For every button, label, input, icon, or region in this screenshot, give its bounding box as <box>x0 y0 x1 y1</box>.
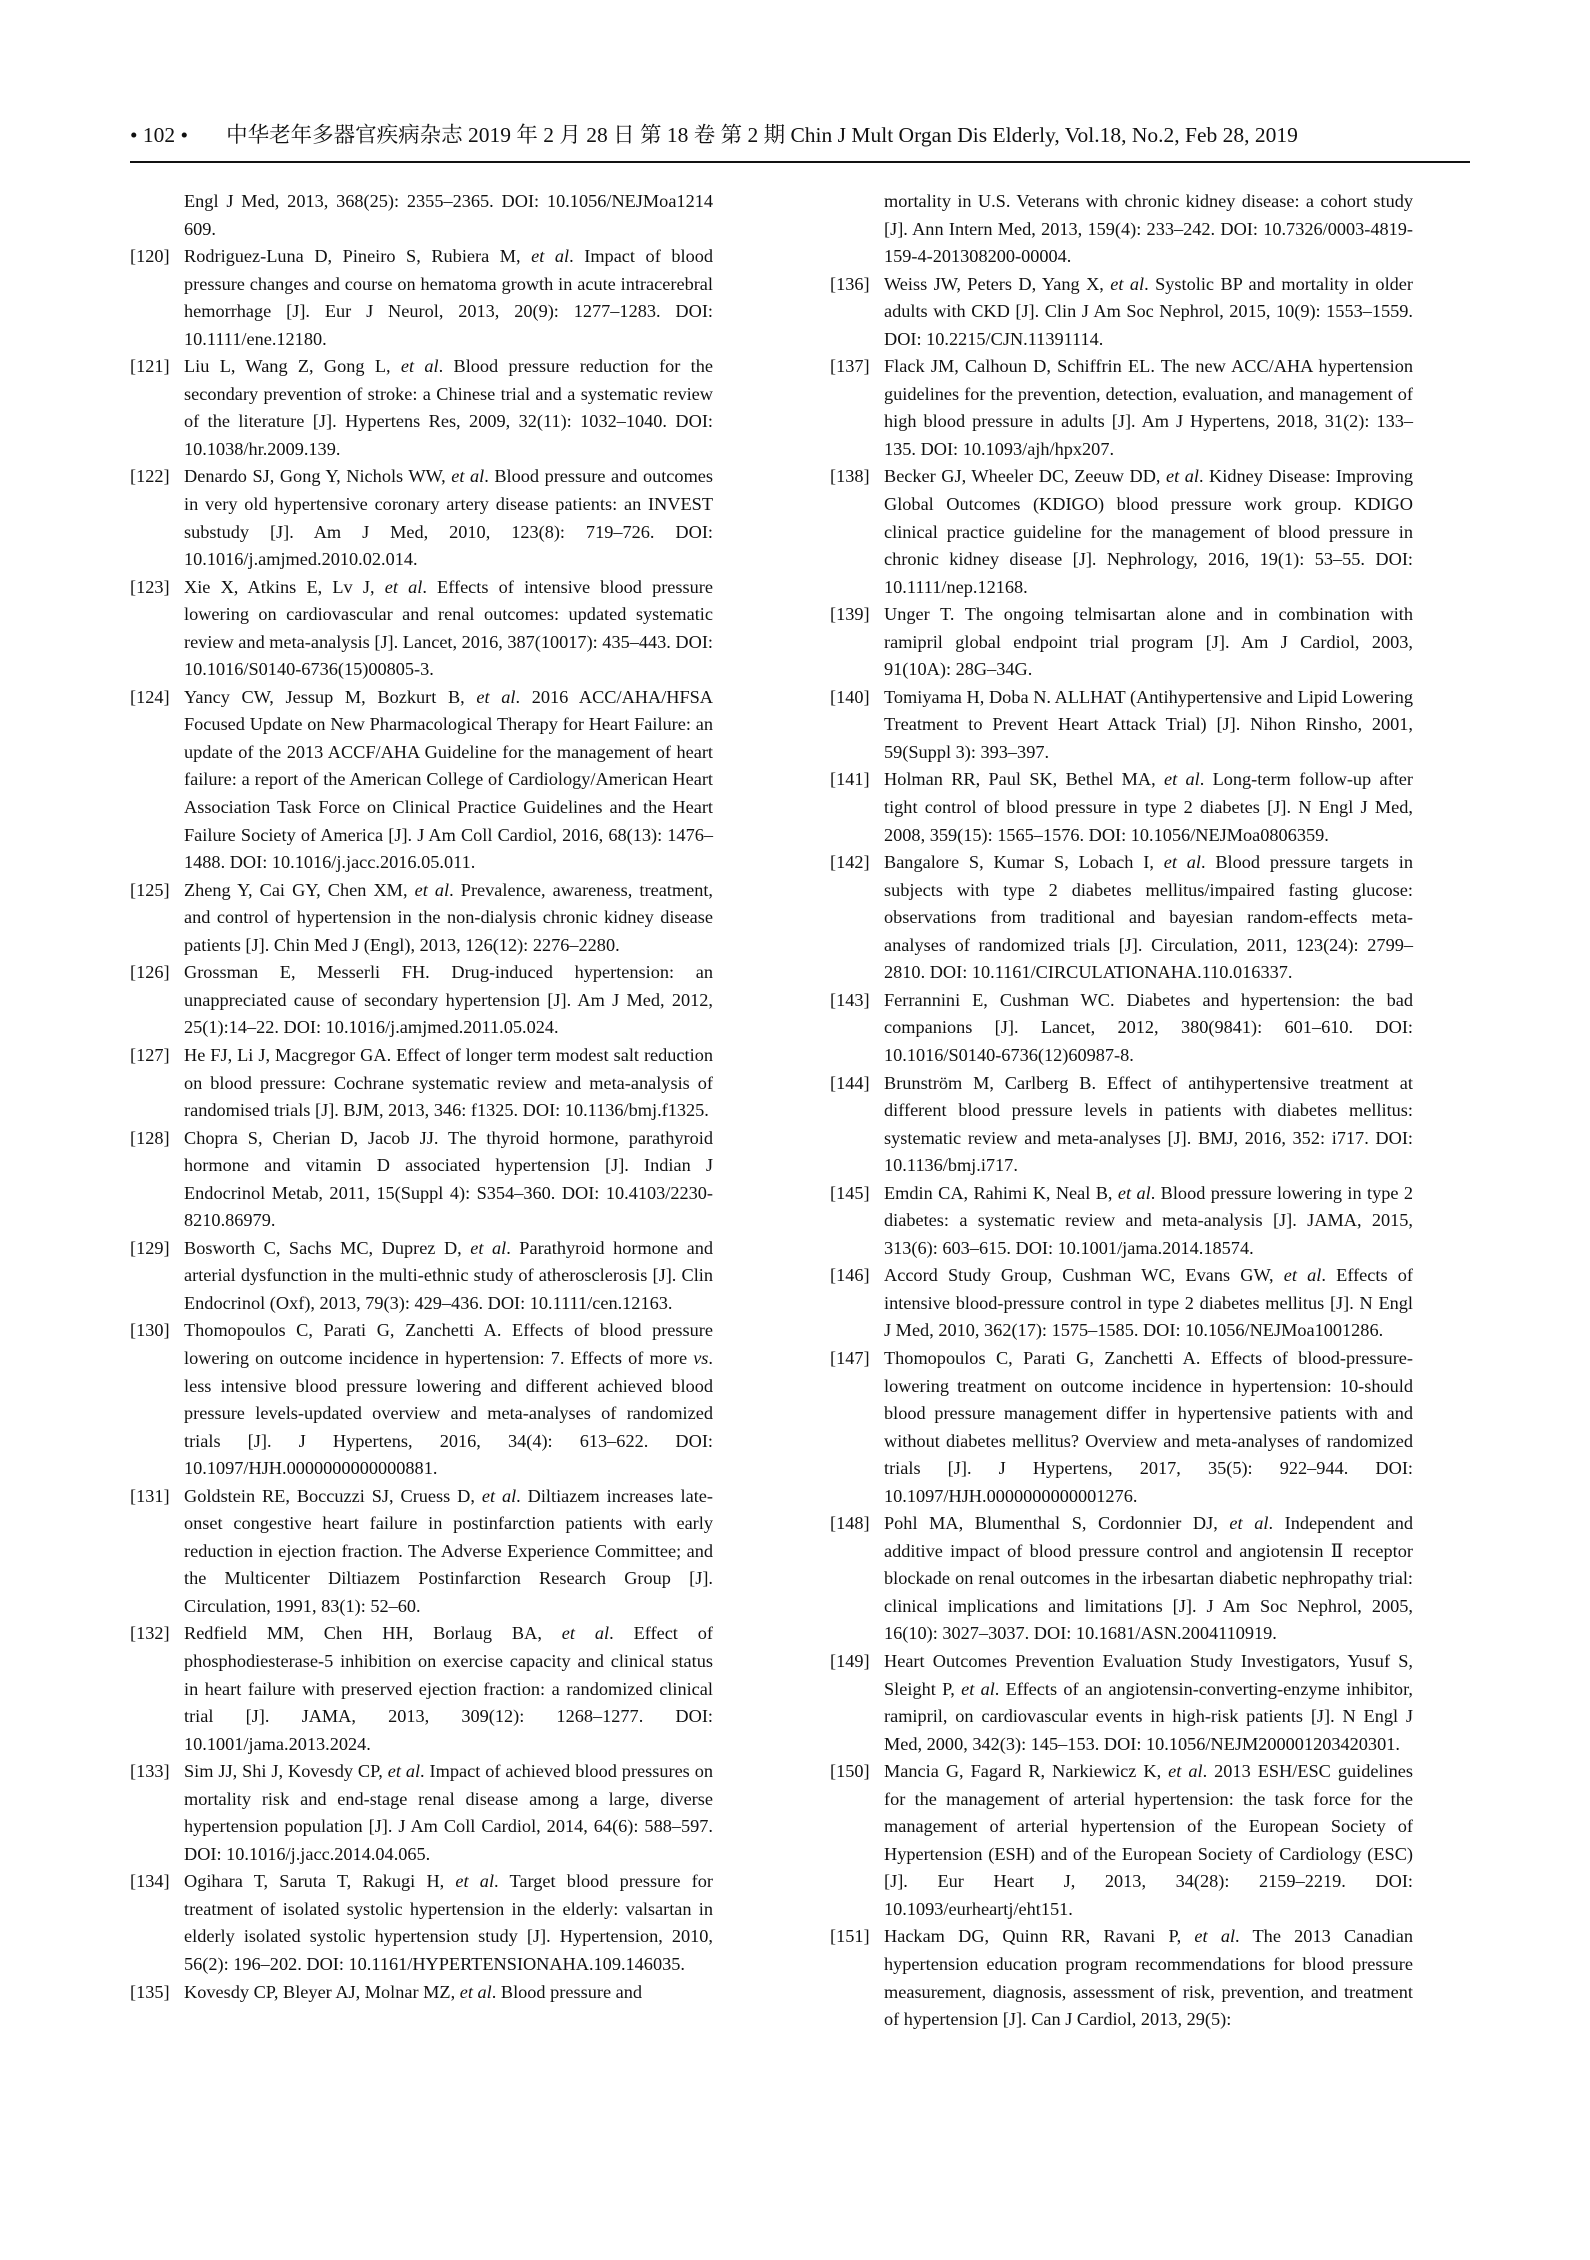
reference-text-main: Bangalore S, Kumar S, Lobach I, <box>884 852 1164 873</box>
reference-text <box>884 188 1413 271</box>
reference-entry <box>130 1758 713 1868</box>
reference-text <box>884 1510 1413 1648</box>
reference-number: [131] <box>130 1485 170 1506</box>
reference-entry <box>830 1923 1413 2033</box>
reference-etal: et al <box>1168 1761 1203 1782</box>
reference-etal: et al <box>470 1237 507 1258</box>
reference-number: [135] <box>130 1981 170 2002</box>
reference-continuation <box>830 188 1413 271</box>
reference-entry <box>830 1070 1413 1180</box>
reference-etal: et al <box>961 1678 995 1699</box>
reference-entry <box>130 684 713 877</box>
reference-text <box>884 1923 1413 2033</box>
reference-text-main: Tomiyama H, Doba N. ALLHAT (Antihypertensive and Lipid Lowering Treatment to Prevent Heart Attack Trial) [J]. Nihon Rinsho, 2001, 59(Suppl 3): 393–397. <box>884 686 1413 762</box>
reference-text <box>884 684 1413 767</box>
reference-text-main: Grossman E, Messerli FH. Drug-induced hypertension: an unappreciated cause of secondary hypertension [J]. Am J Med, 2012, 25(1):14–22. DOI: 10.1016/j.amjmed.2011.05.024. <box>184 962 713 1038</box>
reference-etal: et al <box>1110 273 1145 294</box>
reference-text-rest: . Blood pressure and outcomes in very old hypertensive coronary artery disease patients: an INVEST substudy [J]. Am J Med, 2010, 123(8): 719–726. DOI: 10.1016/j.amjmed.2010.02.014. <box>184 466 714 570</box>
reference-text-rest: . Systolic BP and mortality in older adults with CKD [J]. Clin J Am Soc Nephrol, 2015, 10(9): 1553–1559. DOI: 10.2215/CJN.11391114. <box>884 273 1413 349</box>
reference-number: [145] <box>830 1182 870 1203</box>
reference-entry <box>130 1125 713 1235</box>
reference-entry <box>130 877 713 960</box>
reference-text-main: Thomopoulos C, Parati G, Zanchetti A. Effects of blood pressure lowering on outcome incidence in hypertension: 7. Effects of more <box>184 1320 713 1368</box>
reference-text <box>884 353 1413 463</box>
reference-text <box>184 1125 713 1235</box>
reference-etal: et al <box>459 1981 492 2002</box>
reference-text <box>884 463 1413 601</box>
reference-number: [143] <box>830 989 870 1010</box>
reference-entry <box>830 1180 1413 1263</box>
reference-entry <box>830 463 1413 601</box>
reference-text-rest: . Independent and additive impact of blood pressure control and angiotensin Ⅱ receptor blockade on renal outcomes in the irbesartan diabetic nephropathy trial: clinical implications and limitations [J]. J Am Soc Nephrol, 2005, 16(10): 3027–3037. DOI: 10.1681/ASN.2004110919. <box>884 1513 1413 1644</box>
running-header <box>130 118 1470 152</box>
reference-text-main: Chopra S, Cherian D, Jacob JJ. The thyroid hormone, parathyroid hormone and vitamin D associated hypertension [J]. Indian J Endocrinol Metab, 2011, 15(Suppl 4): S354–360. DOI: 10.4103/2230-8210.86979. <box>184 1127 713 1231</box>
reference-text <box>884 1262 1413 1345</box>
reference-text-main: Redfield MM, Chen HH, Borlaug BA, <box>184 1623 562 1644</box>
reference-text <box>184 1235 713 1318</box>
reference-number: [122] <box>130 466 170 487</box>
reference-etal: et al <box>1163 769 1200 790</box>
reference-etal: et al <box>455 1871 495 1892</box>
reference-number: [132] <box>130 1623 170 1644</box>
reference-entry <box>830 1510 1413 1648</box>
reference-text-rest: . less intensive blood pressure lowering and different achieved blood pressure levels-updated overview and meta-analyses of randomized trials [J]. J Hypertens, 2016, 34(4): 613–622. DOI: 10.1097/HJH.0000000000000881. <box>184 1347 713 1479</box>
reference-etal: et al <box>414 879 450 900</box>
reference-etal: et al <box>1163 852 1201 873</box>
reference-text <box>184 959 713 1042</box>
reference-entry <box>130 574 713 684</box>
reference-entry <box>830 1758 1413 1923</box>
reference-text-rest: . Effect of phosphodiesterase-5 inhibition on exercise capacity and clinical status in heart failure with preserved ejection fraction: a randomized clinical trial [J]. JAMA, 2013, 309(12): 1268–1277. DOI: 10.1001/jama.2013.2024. <box>184 1623 714 1754</box>
reference-number: [148] <box>830 1513 870 1534</box>
reference-text <box>884 1070 1413 1180</box>
reference-entry <box>130 353 713 463</box>
reference-number: [139] <box>830 604 870 625</box>
reference-number: [127] <box>130 1044 170 1065</box>
reference-text-main: Pohl MA, Blumenthal S, Cordonnier DJ, <box>884 1513 1230 1534</box>
reference-entry <box>830 849 1413 987</box>
reference-number: [138] <box>830 466 870 487</box>
reference-entry <box>130 243 713 353</box>
reference-continuation <box>130 188 713 243</box>
reference-text-main: Zheng Y, Cai GY, Chen XM, <box>184 879 415 900</box>
reference-text <box>884 1758 1413 1923</box>
reference-number: [126] <box>130 962 170 983</box>
reference-number: [141] <box>830 769 870 790</box>
reference-text-main: Brunström M, Carlberg B. Effect of antihypertensive treatment at different blood pressure levels in patients with diabetes mellitus: systematic review and meta-analyses [J]. BMJ, 2016, 352: i717. DOI: 10.1136/bmj.i717. <box>884 1072 1413 1176</box>
reference-text-main: Accord Study Group, Cushman WC, Evans GW, <box>884 1265 1284 1286</box>
reference-entry <box>130 959 713 1042</box>
reference-entry <box>130 1979 713 2007</box>
reference-column-right <box>830 188 1413 2034</box>
reference-number: [149] <box>830 1650 870 1671</box>
reference-entry <box>830 684 1413 767</box>
reference-text-rest: . Impact of achieved blood pressures on mortality risk and end-stage renal disease among a large, diverse hypertension population [J]. J Am Coll Cardiol, 2014, 64(6): 588–597. DOI: 10.1016/j.jacc.2014.04.065. <box>184 1761 713 1864</box>
reference-text-main: Ogihara T, Saruta T, Rakugi H, <box>184 1871 456 1892</box>
reference-text <box>184 243 713 353</box>
reference-text-rest: . The 2013 Canadian hypertension education program recommendations for blood pressure measurement, diagnosis, assessment of risk, prevention, and treatment of hypertension [J]. Can J Cardiol, 2013, 29(5): <box>884 1926 1413 2030</box>
reference-number: [130] <box>130 1320 170 1341</box>
reference-number: [146] <box>830 1265 870 1286</box>
reference-entry <box>830 271 1413 354</box>
reference-text-main: Liu L, Wang Z, Gong L, <box>184 356 401 377</box>
reference-etal: et al <box>481 1485 517 1506</box>
reference-text-rest: . 2016 ACC/AHA/HFSA Focused Update on New Pharmacological Therapy for Heart Failure: an update of the 2013 ACCF/AHA Guideline for the management of heart failure: a report of the American College of Cardiology/American Heart Association Task Force on Clinical Practice Guidelines and the Heart Failure Society of America [J]. J Am Coll Cardiol, 2016, 68(13): 1476–1488. DOI: 10.1016/j.jacc.2016.05.011. <box>184 686 713 873</box>
reference-text-main: Thomopoulos C, Parati G, Zanchetti A. Effects of blood-pressure-lowering treatment on outcome incidence in hypertension: 10-should blood pressure management differ in hypertensive patients with and without diabetes mellitus? Overview and meta-analyses of randomized trials [J]. J Hypertens, 2017, 35(5): 922–944. DOI: 10.1097/HJH.0000000000001276. <box>884 1347 1413 1506</box>
reference-text <box>184 188 713 243</box>
reference-text-rest: . Blood pressure targets in subjects with type 2 diabetes mellitus/impaired fasting glucose: observations from traditional and bayesian random-effects meta-analyses of randomized trials [J]. Circulation, 2011, 123(24): 2799–2810. DOI: 10.1161/CIRCULATIONAHA.110.016337. <box>884 852 1413 983</box>
reference-text-rest: . Diltiazem increases late-onset congestive heart failure in postinfarction patients with early reduction in ejection fraction. The Adverse Experience Committee; and the Multicenter Diltiazem Postinfarction Research Group [J]. Circulation, 1991, 83(1): 52–60. <box>184 1485 713 1616</box>
reference-text-rest: . Blood pressure lowering in type 2 diabetes: a systematic review and meta-analysis [J]. JAMA, 2015, 313(6): 603–615. DOI: 10.1001/jama.2014.18574. <box>884 1182 1414 1258</box>
reference-text-rest: . Impact of blood pressure changes and course on hematoma growth in acute intracerebral hemorrhage [J]. Eur J Neurol, 2013, 20(9): 1277–1283. DOI: 10.1111/ene.12180. <box>184 246 713 349</box>
reference-text-main: Emdin CA, Rahimi K, Neal B, <box>884 1182 1118 1203</box>
reference-number: [128] <box>130 1127 170 1148</box>
reference-text-rest: . Prevalence, awareness, treatment, and control of hypertension in the non-dialysis chronic kidney disease patients [J]. Chin Med J (Engl), 2013, 126(12): 2276–2280. <box>184 879 714 955</box>
reference-text <box>884 1180 1413 1263</box>
header-rule <box>130 161 1470 163</box>
reference-etal: et al <box>1166 466 1199 487</box>
reference-text <box>184 1042 713 1125</box>
reference-number: [137] <box>830 356 870 377</box>
reference-number: [123] <box>130 576 170 597</box>
reference-text-main: Hackam DG, Quinn RR, Ravani P, <box>884 1926 1195 1947</box>
reference-etal: et al <box>384 576 423 597</box>
reference-text <box>884 849 1413 987</box>
reference-text-main: Ferrannini E, Cushman WC. Diabetes and hypertension: the bad companions [J]. Lancet, 2012, 380(9841): 601–610. DOI: 10.1016/S0140-6736(12)60987-8. <box>884 989 1413 1065</box>
reference-text-rest: . Target blood pressure for treatment of isolated systolic hypertension in the elderly: valsartan in elderly isolated systolic hypertension study [J]. Hypertension, 2010, 56(2): 196–202. DOI: 10.1161/HYPERTENSIONAHA.109.146035. <box>184 1871 714 1974</box>
reference-etal: et al <box>1229 1513 1269 1534</box>
reference-text-main: Becker GJ, Wheeler DC, Zeeuw DD, <box>884 466 1167 487</box>
reference-entry <box>130 1042 713 1125</box>
reference-text <box>884 1648 1413 1758</box>
reference-text <box>884 766 1413 849</box>
reference-entry <box>830 766 1413 849</box>
reference-text-main: Mancia G, Fagard R, Narkiewicz K, <box>884 1761 1169 1782</box>
reference-text <box>184 1317 713 1482</box>
reference-etal: et al <box>387 1761 421 1782</box>
reference-text-main: He FJ, Li J, Macgregor GA. Effect of longer term modest salt reduction on blood pressure: Cochrane systematic review and meta-analysis of randomised trials [J]. BJM, 2013, 346: f1325. DOI: 10.1136/bmj.f1325. <box>184 1044 713 1121</box>
reference-text <box>184 1620 713 1758</box>
reference-text <box>184 1868 713 1978</box>
reference-text <box>184 1758 713 1868</box>
reference-etal: et al <box>1194 1926 1236 1947</box>
reference-text-main: Rodriguez-Luna D, Pineiro S, Rubiera M, <box>184 246 532 267</box>
reference-text-rest: . Parathyroid hormone and arterial dysfunction in the multi-ethnic study of atherosclerosis [J]. Clin Endocrinol (Oxf), 2013, 79(3): 429–436. DOI: 10.1111/cen.12163. <box>184 1237 713 1313</box>
reference-number: [121] <box>130 356 170 377</box>
journal-citation-line: 中华老年多器官疾病杂志 2019 年 2 月 28 日 第 18 卷 第 2 期 Chin J Mult Organ Dis Elderly, Vol.18, No.2, Feb 28, 2019 <box>226 123 1298 147</box>
reference-number: [133] <box>130 1761 170 1782</box>
reference-text-rest: . Blood pressure reduction for the secondary prevention of stroke: a Chinese trial and a systematic review of the literature [J]. Hypertens Res, 2009, 32(11): 1032–1040. DOI: 10.1038/hr.2009.139. <box>184 356 714 459</box>
reference-text-main: Yancy CW, Jessup M, Bozkurt B, <box>184 686 477 707</box>
reference-text-main: Engl J Med, 2013, 368(25): 2355–2365. DOI: 10.1056/NEJMoa1214 609. <box>184 191 713 239</box>
reference-text-main: Kovesdy CP, Bleyer AJ, Molnar MZ, <box>184 1981 460 2002</box>
reference-number: [124] <box>130 686 170 707</box>
reference-text <box>184 877 713 960</box>
reference-text-main: Denardo SJ, Gong Y, Nichols WW, <box>184 466 452 487</box>
reference-text <box>184 1483 713 1621</box>
reference-number: [142] <box>830 852 870 873</box>
reference-etal: et al <box>476 686 516 707</box>
reference-number: [129] <box>130 1237 170 1258</box>
reference-etal: et al <box>1117 1182 1151 1203</box>
reference-column-left <box>130 188 713 2006</box>
reference-text-rest: . Long-term follow-up after tight control of blood pressure in type 2 diabetes [J]. N Engl J Med, 2008, 359(15): 1565–1576. DOI: 10.1056/NEJMoa0806359. <box>884 769 1413 845</box>
reference-entry <box>130 1620 713 1758</box>
reference-entry <box>130 1868 713 1978</box>
reference-entry <box>830 353 1413 463</box>
reference-text <box>884 271 1413 354</box>
reference-text-main: Heart Outcomes Prevention Evaluation Study Investigators, Yusuf S, Sleight P, <box>884 1650 1413 1699</box>
reference-text <box>184 353 713 463</box>
reference-text-main: Bosworth C, Sachs MC, Duprez D, <box>184 1237 471 1258</box>
reference-etal: vs <box>693 1347 709 1368</box>
reference-entry <box>130 1317 713 1482</box>
reference-text <box>184 684 713 877</box>
reference-etal: et al <box>451 466 485 487</box>
reference-text-rest: . Effects of intensive blood pressure lowering on cardiovascular and renal outcomes: updated systematic review and meta-analysis [J]. Lancet, 2016, 387(10017): 435–443. DOI: 10.1016/S0140-6736(15)00805-3. <box>184 576 714 680</box>
page-number: • 102 • <box>130 123 189 147</box>
reference-entry <box>830 987 1413 1070</box>
reference-etal: et al <box>1283 1265 1322 1286</box>
reference-etal: et al <box>400 356 439 377</box>
reference-entry <box>830 1345 1413 1510</box>
reference-text <box>184 574 713 684</box>
reference-text-main: Sim JJ, Shi J, Kovesdy CP, <box>184 1761 388 1782</box>
reference-text <box>884 601 1413 684</box>
reference-etal: et al <box>531 246 570 267</box>
reference-text-main: Holman RR, Paul SK, Bethel MA, <box>884 769 1164 790</box>
reference-number: [144] <box>830 1072 870 1093</box>
reference-text <box>884 1345 1413 1510</box>
reference-text-rest: . Effects of intensive blood-pressure control in type 2 diabetes mellitus [J]. N Engl J Med, 2010, 362(17): 1575–1585. DOI: 10.1056/NEJMoa1001286. <box>884 1265 1414 1341</box>
reference-text-main: Weiss JW, Peters D, Yang X, <box>884 273 1111 294</box>
reference-number: [120] <box>130 246 170 267</box>
reference-text <box>184 1979 713 2007</box>
reference-text-main: mortality in U.S. Veterans with chronic kidney disease: a cohort study [J]. Ann Intern Med, 2013, 159(4): 233–242. DOI: 10.7326/0003-4819-159-4-201308200-00004. <box>884 191 1413 267</box>
reference-text <box>884 987 1413 1070</box>
reference-entry <box>830 1648 1413 1758</box>
reference-text-rest: . Kidney Disease: Improving Global Outcomes (KDIGO) blood pressure work group. KDIGO clinical practice guideline for the management of blood pressure in chronic kidney disease [J]. Nephrology, 2016, 19(1): 53–55. DOI: 10.1111/nep.12168. <box>884 466 1414 597</box>
reference-text <box>184 463 713 573</box>
reference-etal: et al <box>561 1623 610 1644</box>
reference-number: [140] <box>830 686 870 707</box>
reference-text-rest: . Blood pressure and <box>491 1981 643 2002</box>
reference-number: [134] <box>130 1871 170 1892</box>
reference-text-rest: . Effects of an angiotensin-converting-enzyme inhibitor, ramipril, on cardiovascular events in high-risk patients [J]. N Engl J Med, 2000, 342(3): 145–153. DOI: 10.1056/NEJM200001203420301. <box>884 1678 1414 1754</box>
reference-entry <box>130 463 713 573</box>
reference-text-rest: . 2013 ESH/ESC guidelines for the management of arterial hypertension: the task force for the management of arterial hypertension of the European Society of Hypertension (ESH) and of the European Society of Cardiology (ESC) [J]. Eur Heart J, 2013, 34(28): 2159–2219. DOI: 10.1093/eurheartj/eht151. <box>884 1761 1414 1919</box>
reference-number: [151] <box>830 1926 870 1947</box>
reference-text-main: Xie X, Atkins E, Lv J, <box>184 576 385 597</box>
reference-entry <box>830 601 1413 684</box>
reference-number: [136] <box>830 273 870 294</box>
reference-entry <box>830 1262 1413 1345</box>
reference-text-main: Flack JM, Calhoun D, Schiffrin EL. The new ACC/AHA hypertension guidelines for the prevention, detection, evaluation, and management of high blood pressure in adults [J]. Am J Hypertens, 2018, 31(2): 133–135. DOI: 10.1093/ajh/hpx207. <box>884 356 1413 459</box>
reference-number: [150] <box>830 1761 870 1782</box>
reference-text-main: Goldstein RE, Boccuzzi SJ, Cruess D, <box>184 1485 482 1506</box>
reference-entry <box>130 1235 713 1318</box>
reference-entry <box>130 1483 713 1621</box>
reference-number: [147] <box>830 1347 870 1368</box>
reference-number: [125] <box>130 879 170 900</box>
reference-text-main: Unger T. The ongoing telmisartan alone and in combination with ramipril global endpoint trial program [J]. Am J Cardiol, 2003, 91(10A): 28G–34G. <box>884 604 1413 680</box>
